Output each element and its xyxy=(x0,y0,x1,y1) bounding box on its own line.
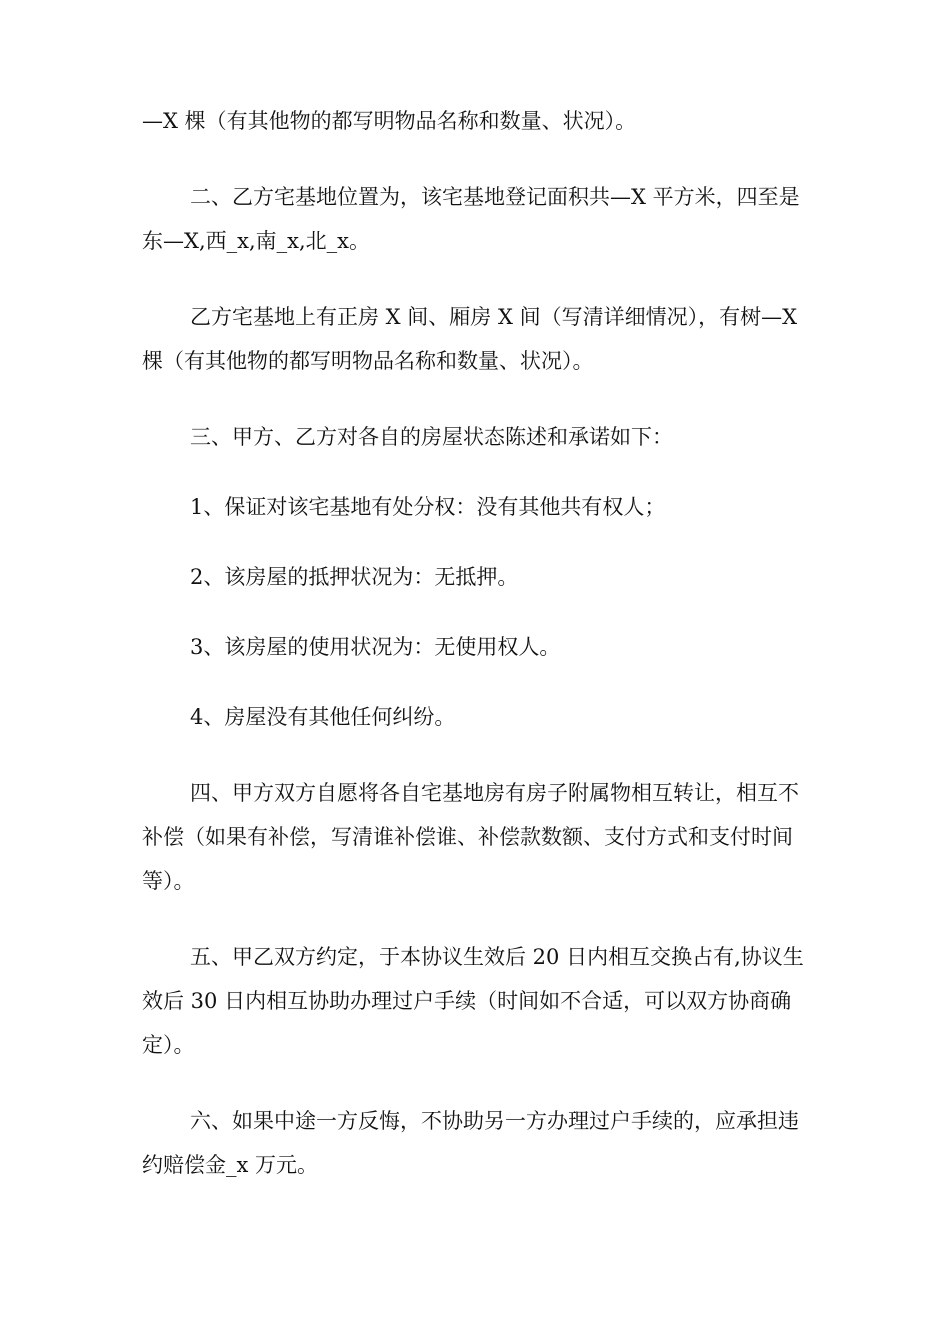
paragraph-clause-2-site-location: 二、乙方宅基地位置为，该宅基地登记面积共—X 平方米，四至是东—X,西_x,南_x,北_x。 xyxy=(142,185,800,253)
paragraph-clause-2-buildings: 乙方宅基地上有正房 X 间、厢房 X 间（写清详细情况），有树—X 棵（有其他物的都写明物品名称和数量、状况）。 xyxy=(142,305,804,373)
document-body xyxy=(142,99,812,1219)
paragraph-clause-3-item-2: 2、该房屋的抵押状况为：无抵押。 xyxy=(190,565,519,589)
paragraph-clause-5: 五、甲乙双方约定，于本协议生效后 20 日内相互交换占有,协议生效后 30 日内相互协助办理过户手续（时间如不合适，可以双方协商确定）。 xyxy=(142,945,804,1057)
paragraph-clause-6: 六、如果中途一方反悔，不协助另一方办理过户手续的，应承担违约赔偿金_x 万元。 xyxy=(142,1109,799,1177)
paragraph-clause-3-item-4: 4、房屋没有其他任何纠纷。 xyxy=(190,705,456,729)
paragraph-clause-3-item-1: 1、保证对该宅基地有处分权：没有其他共有权人； xyxy=(190,495,666,519)
paragraph-clause-3-item-3: 3、该房屋的使用状况为：无使用权人。 xyxy=(190,635,561,659)
paragraph-clause-4: 四、甲方双方自愿将各自宅基地房有房子附属物相互转让，相互不补偿（如果有补偿，写清谁补偿谁、补偿款数额、支付方式和支付时间等）。 xyxy=(142,781,799,893)
paragraph-clause-3-heading: 三、甲方、乙方对各自的房屋状态陈述和承诺如下： xyxy=(190,425,673,449)
paragraph-trees-continued: —X 棵（有其他物的都写明物品名称和数量、状况）。 xyxy=(142,109,637,133)
